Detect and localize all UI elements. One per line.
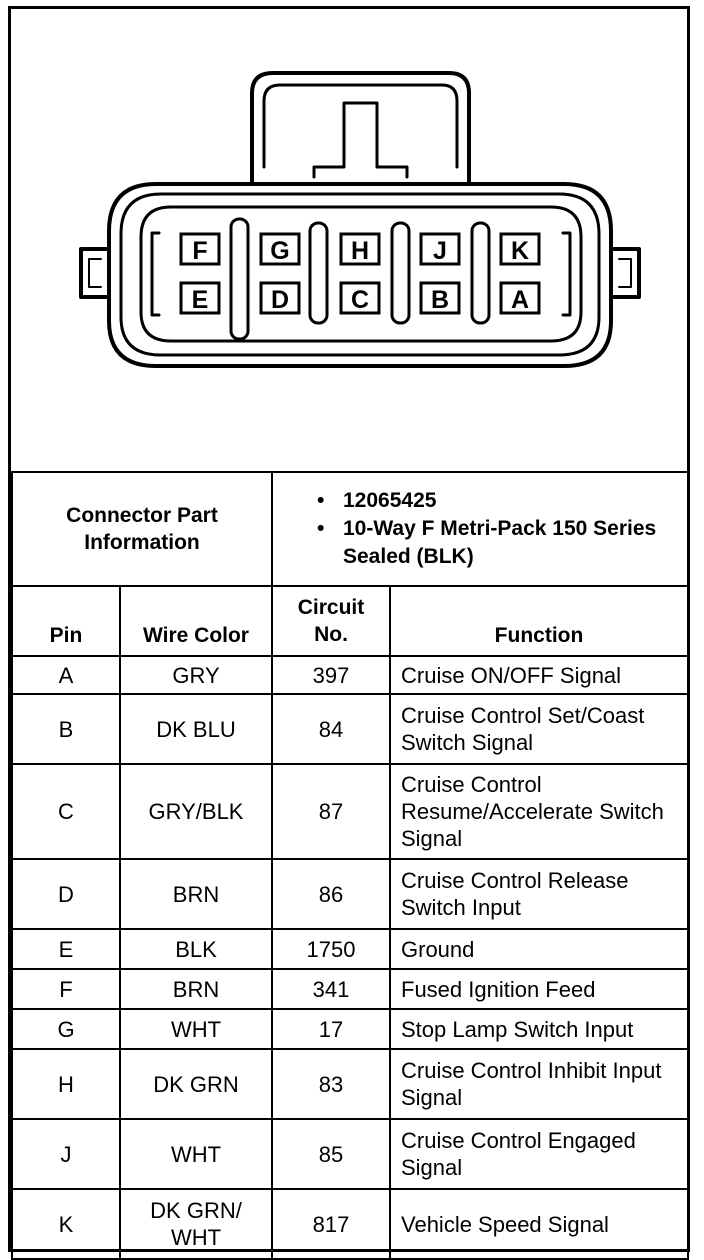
part-info-label-line1: Connector Part [66,504,218,527]
circuit-cell: 817 [272,1189,390,1259]
header-row [12,586,688,656]
pin-label-E: E [191,286,209,314]
pin-cell: K [12,1189,120,1259]
rib-4 [472,223,489,323]
pin-cell: A [12,656,120,694]
function-cell: Vehicle Speed Signal [390,1189,688,1259]
part-info-label [12,472,272,586]
table-row [12,969,688,1009]
wire-color-cell: WHT [120,1119,272,1189]
wire-color-cell: BRN [120,859,272,929]
left-ear-inner [89,259,101,287]
table-row [12,1009,688,1049]
pin-cell: F [12,969,120,1009]
pin-label-A: A [510,286,530,314]
table-row [12,1189,688,1259]
pin-cell: H [12,1049,120,1119]
pin-label-J: J [433,237,447,265]
header-function: Function [390,586,688,656]
function-cell: Cruise Control Release Switch Input [390,859,688,929]
left-ear [81,249,109,297]
function-cell: Cruise Control Resume/Accelerate Switch Signal [390,764,688,859]
circuit-cell: 341 [272,969,390,1009]
rib-3 [392,223,409,323]
circuit-cell: 87 [272,764,390,859]
circuit-cell: 86 [272,859,390,929]
left-bracket [152,233,159,315]
circuit-cell: 85 [272,1119,390,1189]
latch-inner [264,85,457,167]
part-info-label-line2: Information [84,531,200,554]
header-wire-color: Wire Color [120,586,272,656]
pin-label-K: K [510,237,530,265]
wire-color-cell: DK BLU [120,694,272,764]
pin-cell: E [12,929,120,969]
function-cell: Cruise ON/OFF Signal [390,656,688,694]
header-circuit [272,586,390,656]
pin-cell: B [12,694,120,764]
connector-sheet [8,6,690,1252]
connector-shell-inner [121,194,599,355]
header-circuit-line1: Circuit [297,596,365,619]
table-row [12,764,688,859]
wire-color-cell: DK GRN [120,1049,272,1119]
part-info-values [272,472,688,586]
header-circuit-line2: No. [314,623,348,646]
table-row [12,656,688,694]
pin-label-H: H [350,237,370,265]
latch-outer [252,73,469,184]
latch-tab [314,103,407,177]
pin-cell: D [12,859,120,929]
wire-color-cell: GRY/BLK [120,764,272,859]
circuit-cell: 1750 [272,929,390,969]
wire-color-cell: DK GRN/ WHT [120,1189,272,1259]
wire-color-cell: BRN [120,969,272,1009]
wire-color-cell: WHT [120,1009,272,1049]
pin-label-G: G [270,237,290,265]
wire-color-cell: GRY [120,656,272,694]
circuit-cell: 84 [272,694,390,764]
pinout-table [11,471,689,1260]
circuit-cell: 83 [272,1049,390,1119]
pin-cell: G [12,1009,120,1049]
pin-cell: J [12,1119,120,1189]
connector-cavity [141,207,581,341]
part-info-list [277,487,683,571]
connector-face-drawing [11,9,687,471]
connector-description: • 10-Way F Metri-Pack 150 Series Sealed (BLK) [317,515,683,571]
circuit-cell: 397 [272,656,390,694]
right-ear-inner [619,259,631,287]
wire-color-cell: BLK [120,929,272,969]
part-number: • 12065425 [317,487,683,515]
function-cell: Fused Ignition Feed [390,969,688,1009]
pin-label-F: F [192,237,208,265]
header-pin: Pin [12,586,120,656]
circuit-cell: 17 [272,1009,390,1049]
function-cell: Cruise Control Set/Coast Switch Signal [390,694,688,764]
function-cell: Cruise Control Engaged Signal [390,1119,688,1189]
table-row [12,859,688,929]
rib-2 [310,223,327,323]
function-cell: Cruise Control Inhibit Input Signal [390,1049,688,1119]
right-bracket [563,233,570,315]
part-info-row [12,472,688,586]
connector-diagram [11,9,687,471]
table-row [12,1119,688,1189]
connector-shell [109,184,611,366]
function-cell: Stop Lamp Switch Input [390,1009,688,1049]
rib-1 [231,219,248,339]
pin-label-C: C [350,286,370,314]
table-row [12,929,688,969]
table-row [12,694,688,764]
function-cell: Ground [390,929,688,969]
pin-label-D: D [270,286,290,314]
table-row [12,1049,688,1119]
pin-label-B: B [430,286,450,314]
pin-cell: C [12,764,120,859]
right-ear [611,249,639,297]
